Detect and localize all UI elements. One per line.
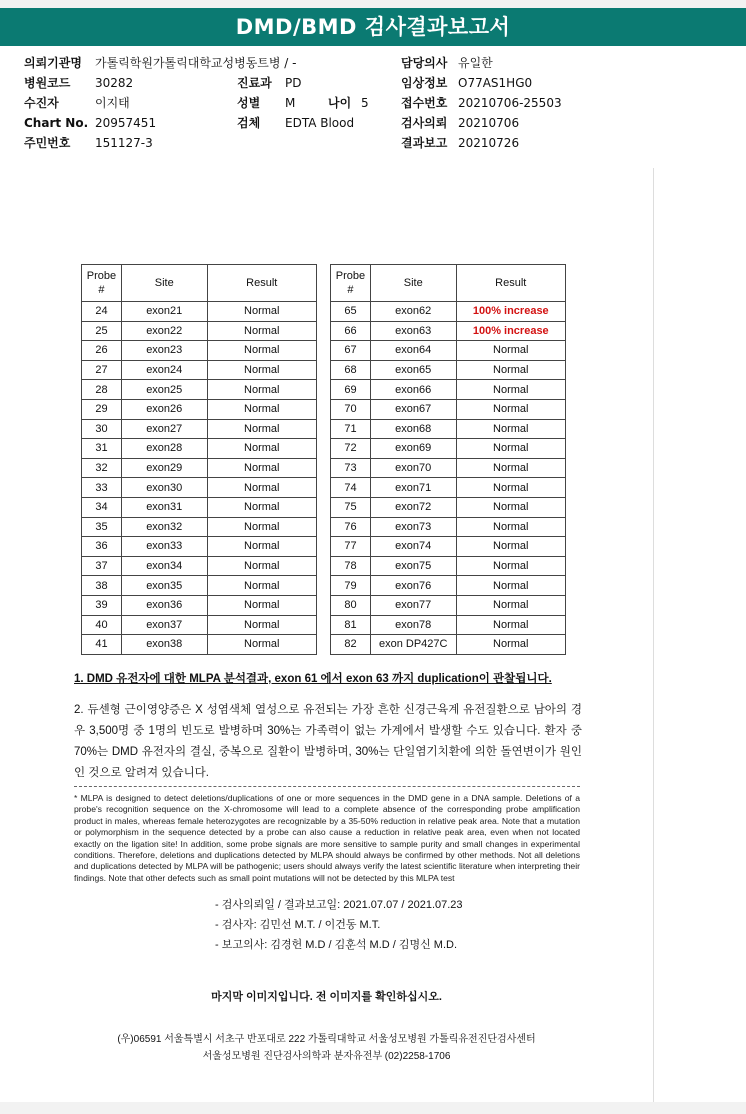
- site-cell: exon DP427C: [370, 635, 456, 655]
- probe-cell: 74: [331, 478, 371, 498]
- divider: [74, 786, 580, 787]
- table-row: [82, 439, 317, 459]
- probe-header: [331, 265, 371, 302]
- probe-cell: 35: [82, 517, 122, 537]
- table-row: [82, 478, 317, 498]
- site-cell: exon31: [121, 497, 207, 517]
- specimen-value: EDTA Blood: [285, 116, 355, 130]
- site-cell: exon36: [121, 595, 207, 615]
- report-date-label: 결과보고: [401, 136, 448, 150]
- probe-header-hash: #: [347, 284, 354, 296]
- specimen-label: 검체: [237, 116, 261, 130]
- result-cell: Normal: [207, 537, 316, 557]
- probe-cell: 33: [82, 478, 122, 498]
- probe-cell: 80: [331, 595, 371, 615]
- table-row: [331, 517, 566, 537]
- table-row: [331, 595, 566, 615]
- result-cell: Normal: [207, 595, 316, 615]
- hospital-value: 가톨릭학원가톨릭대학교성병동트병 / -: [95, 56, 297, 70]
- result-cell: Normal: [207, 321, 316, 341]
- site-cell: exon27: [121, 419, 207, 439]
- probe-table-left: [81, 264, 317, 655]
- probe-table-right: [330, 264, 566, 655]
- site-cell: exon67: [370, 399, 456, 419]
- table-row: [82, 399, 317, 419]
- table-row: [331, 419, 566, 439]
- result-cell: Normal: [456, 615, 565, 635]
- chart-label: Chart No.: [24, 116, 89, 130]
- code-value: 30282: [95, 76, 134, 90]
- mlpa-disclaimer: * MLPA is designed to detect deletions/duplications of one or more sequences in the DMD gene in a DNA sample. Deletions of a probe's recognition sequence on the X-chromosome will lead to a complete absence of the corresponding probe amplification product in males, whereas female heterozygotes are recognizable by a 35-50% reduction in relative peak area. Note that a mutation or polymorphism in the sequence detected by a probe can also cause a reduction in relative peak area, even when not located exactly on the ligation site! In addition, some probe signals are more sensitive to sample purity and small changes in experimental conditions. Therefore, deletions and duplications detected by MLPA should always be confirmed by other methods. Not all deletions and duplications detected by MLPA will be pathogenic; users should always verify the latest scientific literature when interpreting their findings. Note that other defects such as small point mutations will not be detected by this MLPA test: [74, 793, 580, 883]
- header-row: [0, 114, 746, 132]
- probe-cell: 40: [82, 615, 122, 635]
- probe-cell: 41: [82, 635, 122, 655]
- table-row: [331, 341, 566, 361]
- table-row: [82, 302, 317, 322]
- result-cell: Normal: [207, 341, 316, 361]
- table-row: [331, 615, 566, 635]
- probe-cell: 32: [82, 458, 122, 478]
- site-cell: exon71: [370, 478, 456, 498]
- probe-cell: 73: [331, 458, 371, 478]
- report-title: DMD/BMD 검사결과보고서: [0, 8, 746, 46]
- request-label: 검사의뢰: [401, 116, 448, 130]
- result-cell: Normal: [456, 497, 565, 517]
- doctor-value: 유일한: [458, 56, 493, 70]
- sex-label: 성별: [237, 96, 261, 110]
- table-row: [82, 419, 317, 439]
- probe-cell: 71: [331, 419, 371, 439]
- probe-cell: 30: [82, 419, 122, 439]
- result-cell: Normal: [456, 635, 565, 655]
- probe-cell: 78: [331, 556, 371, 576]
- site-header: Site: [370, 265, 456, 302]
- table-row: [82, 576, 317, 596]
- department-contact: 서울성모병원 진단검사의학과 분자유전부 (02)2258-1706: [202, 1051, 451, 1062]
- sex-value: M: [285, 96, 296, 110]
- site-cell: exon30: [121, 478, 207, 498]
- site-cell: exon34: [121, 556, 207, 576]
- site-cell: exon22: [121, 321, 207, 341]
- site-cell: exon76: [370, 576, 456, 596]
- result-cell: Normal: [207, 615, 316, 635]
- probe-cell: 67: [331, 341, 371, 361]
- accession-label: 접수번호: [401, 96, 448, 110]
- probe-cell: 38: [82, 576, 122, 596]
- table-row: [331, 439, 566, 459]
- probe-header-hash: #: [98, 284, 105, 296]
- result-cell: 100% increase: [456, 321, 565, 341]
- probe-cell: 65: [331, 302, 371, 322]
- site-cell: exon23: [121, 341, 207, 361]
- probe-cell: 29: [82, 399, 122, 419]
- clinical-value: O77AS1HG0: [458, 76, 533, 90]
- result-cell: Normal: [207, 556, 316, 576]
- site-cell: exon21: [121, 302, 207, 322]
- last-page-notice: 마지막 이미지입니다. 전 이미지를 확인하십시오.: [211, 991, 442, 1003]
- table-row: [331, 556, 566, 576]
- result-cell: Normal: [207, 478, 316, 498]
- result-cell: Normal: [207, 576, 316, 596]
- result-cell: Normal: [207, 439, 316, 459]
- result-cell: Normal: [207, 497, 316, 517]
- reporting-physicians: - 보고의사: 김경헌 M.D / 김훈석 M.D / 김명신 M.D.: [215, 939, 458, 951]
- site-cell: exon77: [370, 595, 456, 615]
- viewer-side-panel: [654, 168, 746, 1102]
- patient-value: 이지태: [95, 96, 130, 110]
- result-cell: Normal: [207, 302, 316, 322]
- result-cell: Normal: [456, 595, 565, 615]
- probe-cell: 79: [331, 576, 371, 596]
- site-cell: exon38: [121, 635, 207, 655]
- examiners: - 검사자: 김민선 M.T. / 이건동 M.T.: [215, 919, 381, 931]
- site-cell: exon73: [370, 517, 456, 537]
- result-cell: Normal: [207, 360, 316, 380]
- result-cell: Normal: [456, 439, 565, 459]
- probe-cell: 75: [331, 497, 371, 517]
- site-cell: exon78: [370, 615, 456, 635]
- header-row: [0, 54, 746, 72]
- request-value: 20210706: [458, 116, 520, 130]
- finding-summary: 1. DMD 유전자에 대한 MLPA 분석결과, exon 61 에서 exon 63 까지 duplication이 관찰됩니다.: [74, 673, 552, 685]
- site-cell: exon68: [370, 419, 456, 439]
- result-cell: Normal: [207, 517, 316, 537]
- address-line: (우)06591 서울특별시 서초구 반포대로 222 가톨릭대학교 서울성모병원 가톨릭유전진단검사센터: [117, 1034, 536, 1045]
- result-cell: Normal: [207, 399, 316, 419]
- probe-header: [82, 265, 122, 302]
- site-cell: exon72: [370, 497, 456, 517]
- table-row: [82, 517, 317, 537]
- table-row: [331, 497, 566, 517]
- result-cell: Normal: [456, 576, 565, 596]
- result-cell: Normal: [456, 360, 565, 380]
- result-cell: Normal: [456, 399, 565, 419]
- probe-cell: 66: [331, 321, 371, 341]
- result-header: Result: [207, 265, 316, 302]
- table-row: [331, 380, 566, 400]
- table-row: [82, 595, 317, 615]
- table-row: [82, 341, 317, 361]
- probe-cell: 36: [82, 537, 122, 557]
- result-cell: Normal: [456, 341, 565, 361]
- disease-description: 2. 듀센형 근이영양증은 X 성염색체 열성으로 유전되는 가장 흔한 신경근육계 유전질환으로 남아의 경우 3,500명 중 1명의 빈도로 발병하며 30%는 가족력이 없는 가계에서 발생할 수도 있습니다. 환자 중 70%는 DMD 유전자의 결실, 중복으로 질환이 발병하며, 30%는 단일염기치환에 의한 돌연변이가 원인인 것으로 알려져 있습니다.: [74, 704, 582, 779]
- probe-cell: 39: [82, 595, 122, 615]
- dept-value: PD: [285, 76, 302, 90]
- result-header: Result: [456, 265, 565, 302]
- age-value: 5: [361, 96, 369, 110]
- result-cell: Normal: [456, 517, 565, 537]
- result-cell: Normal: [456, 419, 565, 439]
- table-row: [331, 458, 566, 478]
- probe-cell: 69: [331, 380, 371, 400]
- probe-cell: 81: [331, 615, 371, 635]
- patient-label: 수진자: [24, 96, 59, 110]
- site-cell: exon26: [121, 399, 207, 419]
- site-cell: exon63: [370, 321, 456, 341]
- site-cell: exon25: [121, 380, 207, 400]
- probe-cell: 82: [331, 635, 371, 655]
- table-row: [82, 321, 317, 341]
- table-row: [82, 556, 317, 576]
- probe-cell: 76: [331, 517, 371, 537]
- table-row: [82, 458, 317, 478]
- probe-cell: 68: [331, 360, 371, 380]
- result-cell: Normal: [207, 635, 316, 655]
- probe-cell: 28: [82, 380, 122, 400]
- table-row: [331, 478, 566, 498]
- dept-label: 진료과: [237, 76, 272, 90]
- table-row: [331, 537, 566, 557]
- site-cell: exon70: [370, 458, 456, 478]
- site-cell: exon37: [121, 615, 207, 635]
- id-value: 151127-3: [95, 136, 153, 150]
- site-cell: exon64: [370, 341, 456, 361]
- site-cell: exon65: [370, 360, 456, 380]
- probe-cell: 77: [331, 537, 371, 557]
- result-cell: Normal: [456, 458, 565, 478]
- accession-value: 20210706-25503: [458, 96, 562, 110]
- probe-cell: 27: [82, 360, 122, 380]
- id-label: 주민번호: [24, 136, 71, 150]
- result-cell: Normal: [456, 556, 565, 576]
- table-row: [331, 635, 566, 655]
- site-cell: exon35: [121, 576, 207, 596]
- header-row: [0, 134, 746, 152]
- probe-cell: 25: [82, 321, 122, 341]
- probe-cell: 34: [82, 497, 122, 517]
- site-cell: exon75: [370, 556, 456, 576]
- table-row: [331, 576, 566, 596]
- doctor-label: 담당의사: [401, 56, 448, 70]
- result-cell: Normal: [207, 458, 316, 478]
- report-date-value: 20210726: [458, 136, 520, 150]
- probe-cell: 72: [331, 439, 371, 459]
- hospital-label: 의뢰기관명: [24, 56, 82, 70]
- probe-cell: 31: [82, 439, 122, 459]
- probe-cell: 26: [82, 341, 122, 361]
- probe-header-text: Probe: [335, 270, 366, 282]
- table-row: [82, 537, 317, 557]
- site-cell: exon28: [121, 439, 207, 459]
- chart-value: 20957451: [95, 116, 157, 130]
- table-row: [82, 635, 317, 655]
- report-header: [0, 46, 746, 168]
- site-header: Site: [121, 265, 207, 302]
- site-cell: exon32: [121, 517, 207, 537]
- table-row: [331, 302, 566, 322]
- table-row: [331, 321, 566, 341]
- probe-cell: 24: [82, 302, 122, 322]
- site-cell: exon29: [121, 458, 207, 478]
- result-cell: 100% increase: [456, 302, 565, 322]
- header-row: [0, 94, 746, 112]
- result-cell: Normal: [456, 537, 565, 557]
- age-label: 나이: [328, 96, 352, 110]
- code-label: 병원코드: [24, 76, 71, 90]
- test-dates: - 검사의뢰일 / 결과보고일: 2021.07.07 / 2021.07.23: [215, 899, 463, 911]
- site-cell: exon69: [370, 439, 456, 459]
- probe-cell: 70: [331, 399, 371, 419]
- result-cell: Normal: [456, 380, 565, 400]
- header-row: [0, 74, 746, 92]
- clinical-label: 임상정보: [401, 76, 448, 90]
- table-row: [82, 380, 317, 400]
- site-cell: exon33: [121, 537, 207, 557]
- table-row: [82, 615, 317, 635]
- site-cell: exon66: [370, 380, 456, 400]
- probe-cell: 37: [82, 556, 122, 576]
- site-cell: exon74: [370, 537, 456, 557]
- table-row: [331, 399, 566, 419]
- site-cell: exon24: [121, 360, 207, 380]
- table-row: [82, 360, 317, 380]
- probe-header-text: Probe: [86, 270, 117, 282]
- table-row: [82, 497, 317, 517]
- result-cell: Normal: [207, 380, 316, 400]
- result-cell: Normal: [456, 478, 565, 498]
- table-row: [331, 360, 566, 380]
- result-cell: Normal: [207, 419, 316, 439]
- site-cell: exon62: [370, 302, 456, 322]
